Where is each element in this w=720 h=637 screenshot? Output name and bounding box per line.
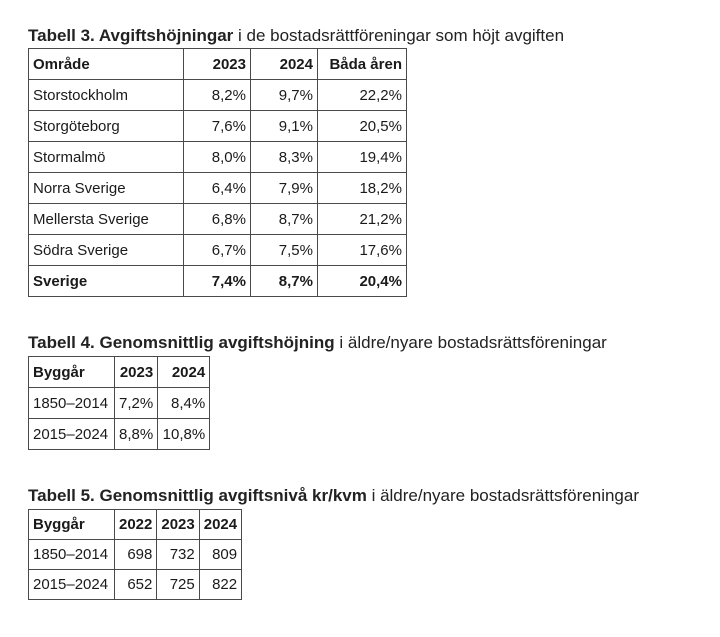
table4-caption [28,333,607,353]
table4-value-cell: 8,4% [158,388,210,419]
table5-caption-bold: Tabell 5. Genomsnittlig avgiftsnivå kr/kvm [28,486,367,505]
table5-value-cell: 822 [199,570,241,600]
table5-value-cell: 725 [157,570,199,600]
table3-value-cell: 21,2% [318,204,407,235]
table3-area-cell: Storgöteborg [29,111,184,142]
table3-area-cell: Storstockholm [29,80,184,111]
table5-value-cell: 698 [115,540,157,570]
table3-area-cell: Mellersta Sverige [29,204,184,235]
table3-value-cell: 20,5% [318,111,407,142]
table3-header-2024: 2024 [251,49,318,80]
table3-value-cell: 6,8% [184,204,251,235]
table3-value-cell: 8,3% [251,142,318,173]
table4-build-year-cell: 2015–2024 [29,419,115,450]
table3-value-cell: 7,5% [251,235,318,266]
table5-header-2022: 2022 [115,510,157,540]
table5-header-2023: 2023 [157,510,199,540]
table5-header-2024: 2024 [199,510,241,540]
table3-caption-bold: Tabell 3. Avgiftshöjningar [28,26,234,45]
table-row [29,540,242,570]
table4-value-cell: 10,8% [158,419,210,450]
table3-value-cell: 7,9% [251,173,318,204]
table-row [29,142,407,173]
table-row [29,235,407,266]
table4-caption-bold: Tabell 4. Genomsnittlig avgiftshöjning [28,333,335,352]
table5-value-cell: 732 [157,540,199,570]
table-row [29,204,407,235]
table4-header-build-year: Byggår [29,357,115,388]
table3-value-cell: 6,4% [184,173,251,204]
table4-build-year-cell: 1850–2014 [29,388,115,419]
table4-average-increase [28,356,210,450]
table3-value-cell: 9,1% [251,111,318,142]
table3-fee-increases [28,48,407,297]
table3-value-cell: 9,7% [251,80,318,111]
table3-value-cell: 6,7% [184,235,251,266]
table5-average-fee-level [28,509,242,600]
table4-value-cell: 8,8% [115,419,158,450]
table-row [29,419,210,450]
table5-header-row [29,510,242,540]
table5-caption-rest: i äldre/nyare bostadsrättsföreningar [366,486,639,505]
table-row [29,388,210,419]
table5-header-build-year: Byggår [29,510,115,540]
table3-value-cell: 8,2% [184,80,251,111]
table3-value-cell: 19,4% [318,142,407,173]
table-row [29,111,407,142]
table3-area-cell: Södra Sverige [29,235,184,266]
table3-total-value: 7,4% [184,266,251,297]
table4-header-2024: 2024 [158,357,210,388]
table3-area-cell: Stormalmö [29,142,184,173]
table3-area-cell: Norra Sverige [29,173,184,204]
table3-total-label: Sverige [29,266,184,297]
table3-value-cell: 7,6% [184,111,251,142]
table3-total-row [29,266,407,297]
table5-caption [28,486,639,506]
table3-caption [28,26,564,46]
table3-total-value: 20,4% [318,266,407,297]
table3-value-cell: 18,2% [318,173,407,204]
table5-value-cell: 652 [115,570,157,600]
table3-value-cell: 8,7% [251,204,318,235]
table-row [29,80,407,111]
table3-header-row [29,49,407,80]
table5-build-year-cell: 2015–2024 [29,570,115,600]
table3-value-cell: 22,2% [318,80,407,111]
table3-caption-rest: i de bostadsrättföreningar som höjt avgiften [233,26,565,45]
table4-header-2023: 2023 [115,357,158,388]
table3-value-cell: 8,0% [184,142,251,173]
table-row [29,570,242,600]
table3-header-both-years: Båda åren [318,49,407,80]
table-row [29,173,407,204]
table5-value-cell: 809 [199,540,241,570]
table4-header-row [29,357,210,388]
table5-build-year-cell: 1850–2014 [29,540,115,570]
table3-header-area: Område [29,49,184,80]
table4-caption-rest: i äldre/nyare bostadsrättsföreningar [334,333,607,352]
table3-value-cell: 17,6% [318,235,407,266]
table4-value-cell: 7,2% [115,388,158,419]
table3-header-2023: 2023 [184,49,251,80]
table3-total-value: 8,7% [251,266,318,297]
